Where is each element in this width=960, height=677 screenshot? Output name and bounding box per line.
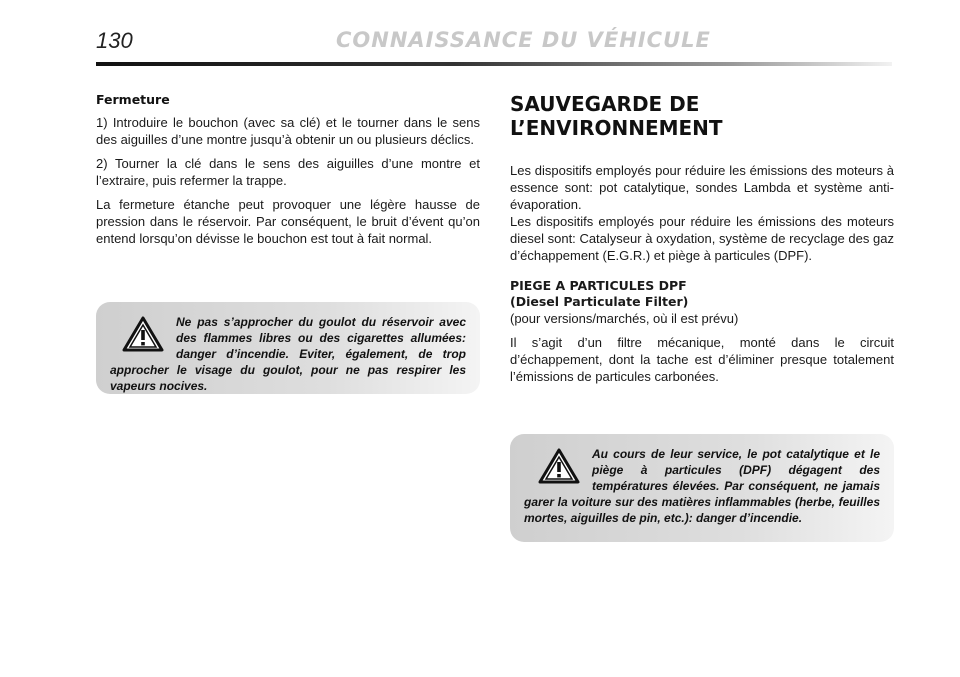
section-title xyxy=(510,92,894,140)
left-column xyxy=(96,92,480,254)
running-header: CONNAISSANCE DU VÉHICULE xyxy=(336,28,711,52)
paragraph-step-2: 2) Tourner la clé dans le sens des aiguilles d’une montre et l’extraire, puis refermer la trappe. xyxy=(96,156,480,188)
paragraph-petrol-devices: Les dispositifs employés pour réduire les émissions des moteurs à essence sont: pot catalytique, sondes Lambda et système anti-évaporation. xyxy=(510,163,894,212)
paragraph-dpf-description: Il s’agit d’un filtre mécanique, monté dans le circuit d’échappement, dont la tache est d’éliminer presque totalement l’émissions de particules carbonées. xyxy=(510,335,894,384)
right-column xyxy=(510,92,894,392)
warning-triangle-icon xyxy=(122,316,164,352)
warning-box-fuel-cap xyxy=(96,302,480,394)
paragraph-step-1: 1) Introduire le bouchon (avec sa clé) et le tourner dans le sens des aiguilles d’une montre jusqu’à obtenir un ou plusieurs déclics. xyxy=(96,115,480,147)
paragraph-diesel-devices: Les dispositifs employés pour réduire les émissions des moteurs diesel sont: Catalyseur à oxydation, système de recyclage des gaz d’échappement (E.G.R.) et piège à particules (DPF). xyxy=(510,214,894,263)
dpf-heading-line-1: PIEGE A PARTICULES DPF xyxy=(510,278,687,293)
warning-text-catalytic-heat: Au cours de leur service, le pot catalytique et le piège à particules (DPF) dégagent des températures élevées. Par conséquent, ne jamais garer la voiture sur des matières inflammables (herbe, feuilles mortes, aiguilles de pin, etc.): danger d’incendie. xyxy=(524,447,880,525)
dpf-heading xyxy=(510,278,894,310)
warning-triangle-icon xyxy=(538,448,580,484)
warning-box-catalytic-heat xyxy=(510,434,894,542)
section-title-line-1: SAUVEGARDE DE xyxy=(510,92,700,116)
header-rule xyxy=(96,62,892,66)
page-number: 130 xyxy=(96,28,133,53)
warning-text-fuel-cap: Ne pas s’approcher du goulot du réservoir avec des flammes libres ou des cigarettes allumées: danger d’incendie. Eviter, également, de trop approcher le visage du goulot, pour ne pas respirer les vapeurs nocives. xyxy=(110,315,466,393)
dpf-availability-note: (pour versions/marchés, où il est prévu) xyxy=(510,311,739,326)
dpf-heading-line-2: (Diesel Particulate Filter) xyxy=(510,294,689,309)
section-title-line-2: L’ENVIRONNEMENT xyxy=(510,116,723,140)
subheading-fermeture: Fermeture xyxy=(96,92,170,107)
paragraph-pressure-note: La fermeture étanche peut provoquer une légère hausse de pression dans le réservoir. Par conséquent, le bruit d’évent qu’on entend lorsqu’on dévisse le bouchon est tout à fait normal. xyxy=(96,197,480,246)
